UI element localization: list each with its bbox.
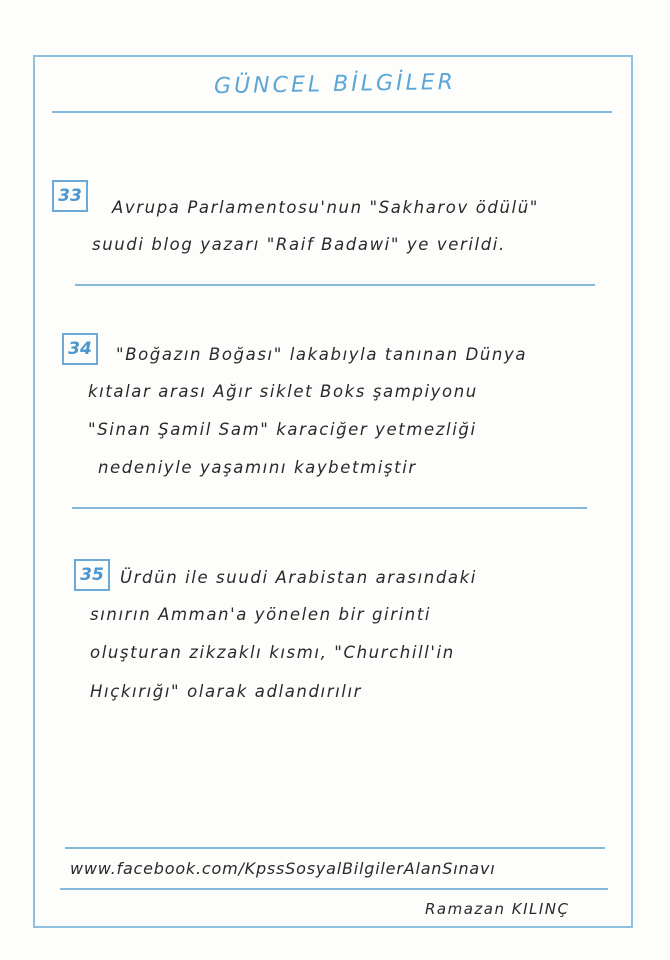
item-text-line: kıtalar arası Ağır siklet Boks şampiyonu [88, 382, 478, 401]
item-text-line: Ürdün ile suudi Arabistan arasındaki [120, 568, 477, 587]
item-text-line: sınırın Amman'a yönelen bir girinti [90, 605, 432, 624]
author-name: Ramazan KILINÇ [425, 900, 570, 918]
page-title: GÜNCEL BİLGİLER [213, 69, 457, 100]
section-divider [72, 507, 587, 509]
footer-divider [65, 847, 605, 849]
item-number-badge: 35 [74, 559, 110, 591]
item-text-line: Avrupa Parlamentosu'nun "Sakharov ödülü" [112, 198, 539, 217]
item-text-line: "Sinan Şamil Sam" karaciğer yetmezliği [88, 420, 477, 439]
item-text-line: oluşturan zikzaklı kısmı, "Churchill'in [90, 643, 455, 662]
item-number-badge: 34 [62, 333, 98, 365]
item-text-line: "Boğazın Boğası" lakabıyla tanınan Dünya [116, 345, 528, 364]
item-number-badge: 33 [52, 180, 88, 212]
footer-url: www.facebook.com/KpssSosyalBilgilerAlanSınavı [70, 859, 496, 878]
page-border [33, 55, 633, 928]
item-text-line: Hıçkırığı" olarak adlandırılır [90, 682, 363, 701]
title-underline [52, 111, 612, 113]
section-divider [75, 284, 595, 286]
item-text-line: suudi blog yazarı "Raif Badawi" ye verildi. [92, 235, 506, 254]
item-text-line: nedeniyle yaşamını kaybetmiştir [98, 458, 417, 477]
footer-divider [60, 888, 608, 890]
